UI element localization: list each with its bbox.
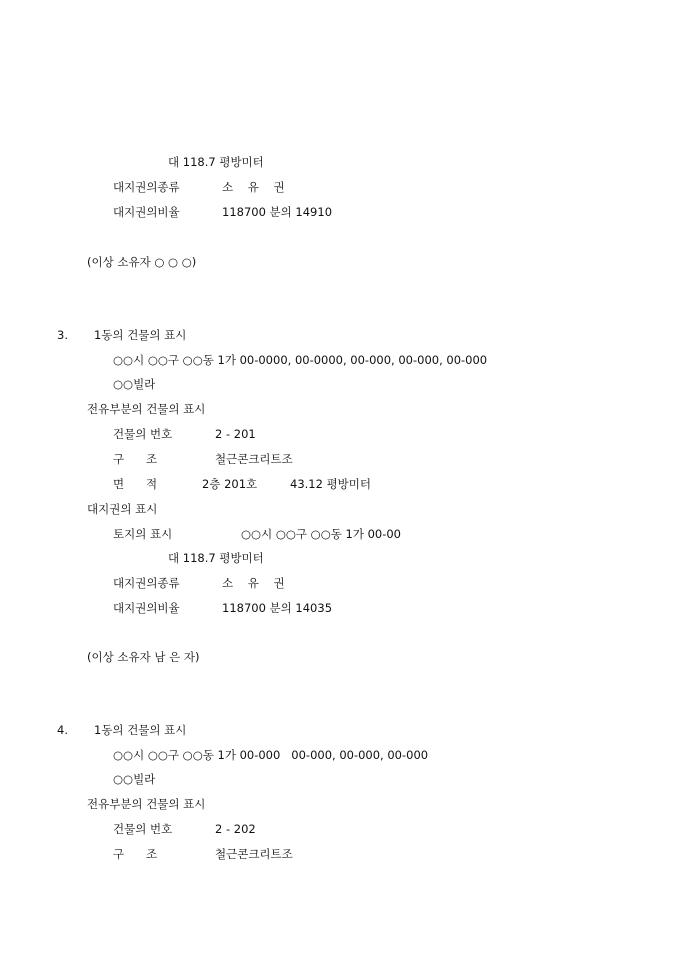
right-type-label: 대지권의종류: [113, 576, 180, 590]
right-ratio-label: 대지권의비율: [113, 601, 180, 615]
unit-number-label: 건물의 번호: [113, 822, 173, 836]
right-ratio-value: 118700 분의 14910: [222, 205, 333, 219]
right-type-value: 소 유 권: [222, 180, 285, 194]
area-label: 면 적: [113, 477, 158, 491]
structure-value: 철근콘크리트조: [215, 452, 293, 466]
owner-note: (이상 소유자 ○ ○ ○): [87, 255, 197, 269]
building-address: ○○시 ○○구 ○○동 1가 00-000 00-000, 00-000, 00-000: [113, 748, 429, 762]
structure-value: 철근콘크리트조: [215, 847, 293, 861]
building-address: ○○시 ○○구 ○○동 1가 00-0000, 00-0000, 00-000, 00-000, 00-000: [113, 353, 488, 367]
item-number: 3.: [57, 328, 68, 342]
building-heading: 1동의 건물의 표시: [94, 723, 187, 737]
right-ratio-value: 118700 분의 14035: [222, 601, 333, 615]
item-number: 4.: [57, 723, 68, 737]
building-heading: 1동의 건물의 표시: [94, 328, 187, 342]
unit-heading: 전유부분의 건물의 표시: [87, 402, 206, 416]
structure-label: 구 조: [113, 847, 158, 861]
villa-name: ○○빌라: [113, 377, 156, 391]
right-ratio-label: 대지권의비율: [113, 205, 180, 219]
area-value: 43.12 평방미터: [290, 477, 372, 491]
land-area-text: 대 118.7 평방미터: [168, 155, 264, 169]
land-address: ○○시 ○○구 ○○동 1가 00-00: [241, 527, 401, 541]
land-area-text: 대 118.7 평방미터: [168, 551, 264, 565]
right-type-label: 대지권의종류: [113, 180, 180, 194]
unit-number-value: 2 - 201: [215, 427, 256, 441]
unit-number-value: 2 - 202: [215, 822, 256, 836]
area-floor: 2층 201호: [202, 477, 258, 491]
owner-note: (이상 소유자 남 은 자): [87, 650, 200, 664]
villa-name: ○○빌라: [113, 772, 156, 786]
land-label: 토지의 표시: [113, 527, 173, 541]
structure-label: 구 조: [113, 452, 158, 466]
right-type-value: 소 유 권: [222, 576, 285, 590]
unit-heading: 전유부분의 건물의 표시: [87, 797, 206, 811]
unit-number-label: 건물의 번호: [113, 427, 173, 441]
land-right-heading: 대지권의 표시: [87, 502, 158, 516]
